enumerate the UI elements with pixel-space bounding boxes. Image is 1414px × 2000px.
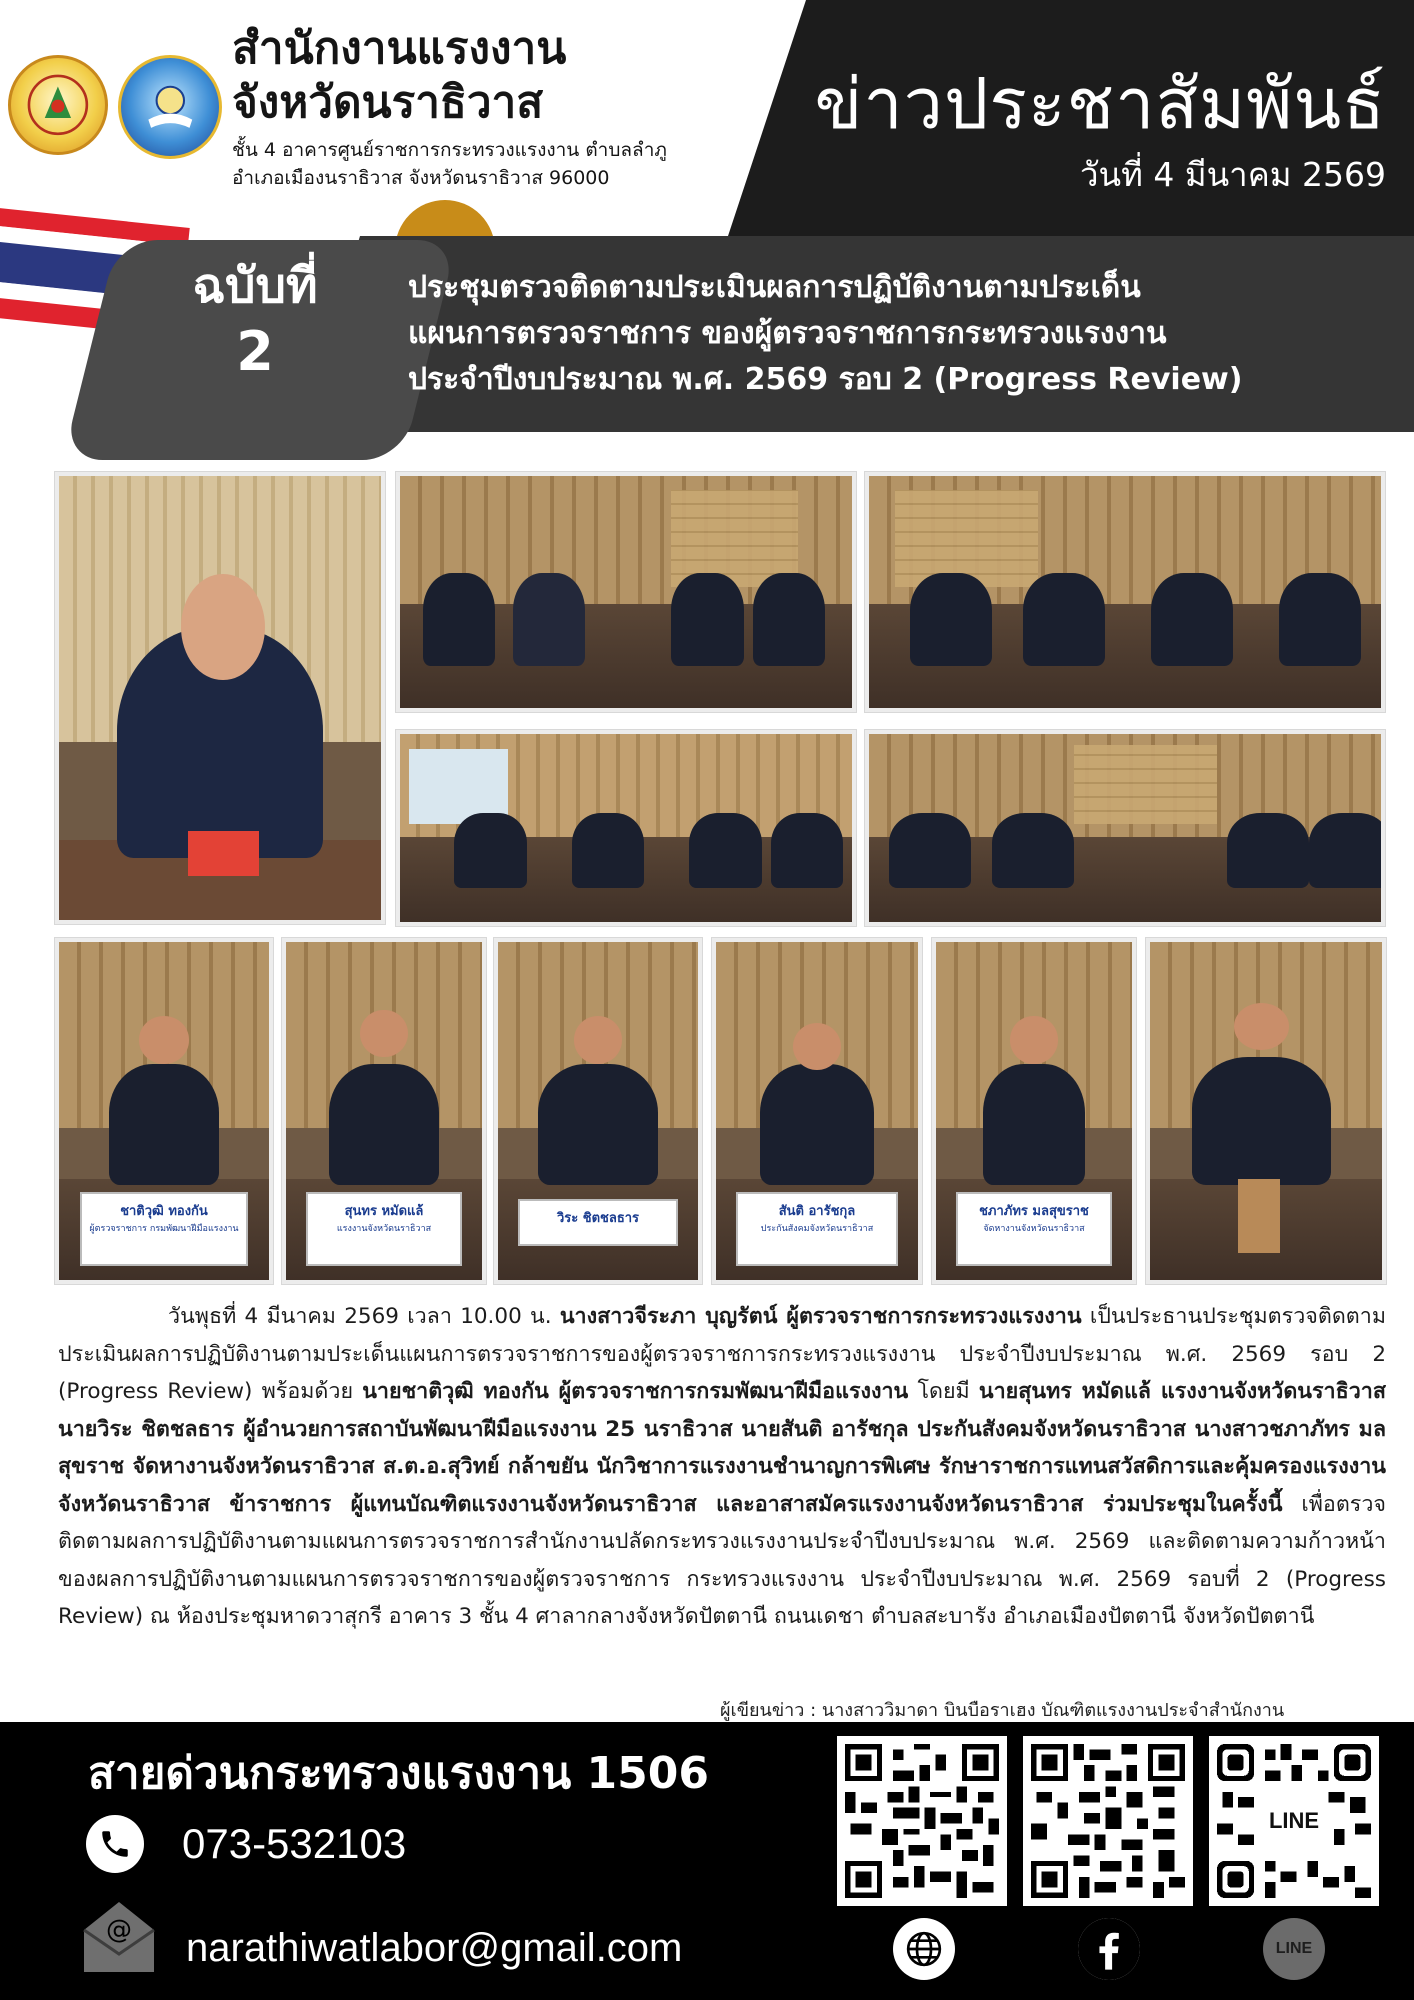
qr-code-line[interactable] [1209, 1736, 1379, 1906]
body-text-2: เป็นประธานประชุมตรวจติดตามประเมินผลการปฏิบัติงานตามประเด็นแผนการตรวจราชการของผู้ตรวจราชการกระทรวงแรงงาน ประจำปีงบประมาณ พ.ศ. 2569 รอบ 2 (Progress Review) พร้อมด้วย [58, 1304, 1386, 1404]
nameplate [306, 1192, 463, 1266]
photo-portrait-1 [55, 938, 273, 1284]
office-name-line1: สำนักงานแรงงาน [232, 23, 567, 74]
line-icon-label: LINE [1275, 1940, 1313, 1957]
photo-portrait-2 [282, 938, 486, 1284]
nameplate-title: ประกันสังคมจังหวัดนราธิวาส [760, 1224, 874, 1235]
photo-meeting-2 [865, 472, 1385, 712]
photo-portrait-5 [932, 938, 1136, 1284]
nameplate-title: แรงงานจังหวัดนราธิวาส [336, 1224, 432, 1235]
body-text-3: โดยมี [908, 1379, 979, 1404]
mail-icon [80, 1896, 158, 1976]
office-address [232, 136, 667, 192]
body-bold-3: นายสุนทร หมัดแล้ แรงงานจังหวัดนราธิวาส นายวิระ ชิตชลธาร ผู้อำนวยการสถาบันพัฒนาฝีมือแรงงาน 25 นราธิวาส นายสันติ อารัชกุล ประกันสังคมจังหวัดนราธิวาส นางสาวชภาภัทร มลสุขราช จัดหางานจังหวัดนราธิวาส ส.ต.อ.สุวิทย์ กล้าขยัน นักวิชาการแรงงานชำนาญการพิเศษ รักษาราชการแทนสวัสดิการและคุ้มครองแรงงานจังหวัดนราธิวาส ข้าราชการ ผู้แทนบัณฑิตแรงงานจังหวัดนราธิวาส และอาสาสมัครแรงงานจังหวัดนราธิวาส ร่วมประชุมในครั้งนี้ [58, 1379, 1386, 1517]
photo-meeting-1 [396, 472, 856, 712]
address-line2: อำเภอเมืองนราธิวาส จังหวัดนราธิวาส 96000 [232, 167, 610, 189]
body-text-1: วันพุธที่ 4 มีนาคม 2569 เวลา 10.00 น. [168, 1304, 560, 1329]
photo-meeting-4 [865, 730, 1385, 926]
nameplate [736, 1192, 898, 1266]
issue-label: ฉบับที่ [192, 258, 318, 314]
nameplate-name: ชาติวุฒิ ทองกัน [120, 1204, 208, 1220]
news-writer-credit: ผู้เขียนข่าว : นางสาววิมาดา บินบือราเฮง บัณฑิตแรงงานประจำสำนักงาน [720, 1700, 1285, 1721]
press-release-title: ข่าวประชาสัมพันธ์ [814, 63, 1386, 145]
address-line1: ชั้น 4 อาคารศูนย์ราชการกระทรวงแรงงาน ตำบลลำภู [232, 139, 667, 161]
headline [408, 265, 1408, 403]
issue-number: 2 [236, 320, 274, 383]
body-text-4: เพื่อตรวจติดตามผลการปฏิบัติงานตามแผนการตรวจราชการสำนักงานปลัดกระทรวงแรงงานประจำปีงบประมาณ พ.ศ. 2569 และติดตามความก้าวหน้าของผลการปฏิบัติงานตามแผนการตรวจราชการของผู้ตรวจราชการ กระทรวงแรงงาน ประจำปีงบประมาณ พ.ศ. 2569 รอบที่ 2 (Progress Review) ณ ห้องประชุมหาดวาสุกรี อาคาร 3 ชั้น 4 ศาลากลางจังหวัดปัตตานี ถนนเดชา ตำบลสะบารัง อำเภอเมืองปัตตานี จังหวัดปัตตานี [58, 1491, 1387, 1629]
nameplate [956, 1192, 1113, 1266]
nameplate [518, 1199, 678, 1246]
photo-portrait-4 [712, 938, 922, 1284]
nameplate-title: ผู้ตรวจราชการ กรมพัฒนาฝีมือแรงงาน [89, 1224, 239, 1235]
nameplate-title: จัดหางานจังหวัดนราธิวาส [983, 1224, 1085, 1235]
globe-icon[interactable] [893, 1918, 955, 1980]
office-name-line2: จังหวัดนราธิวาส [232, 77, 544, 128]
qr-code-website[interactable] [837, 1736, 1007, 1906]
headline-line3: ประจำปีงบประมาณ พ.ศ. 2569 รอบ 2 (Progress Review) [408, 362, 1243, 397]
phone-number[interactable]: 073-532103 [182, 1820, 407, 1867]
headline-line2: แผนการตรวจราชการ ของผู้ตรวจราชการกระทรวงแรงงาน [408, 316, 1167, 351]
hotline-text: สายด่วนกระทรวงแรงงาน 1506 [88, 1748, 709, 1799]
headline-line1: ประชุมตรวจติดตามประเมินผลการปฏิบัติงานตามประเด็น [408, 270, 1141, 305]
nameplate [80, 1192, 248, 1266]
phone-icon [86, 1815, 144, 1873]
press-release-date: วันที่ 4 มีนาคม 2569 [1080, 155, 1386, 194]
article-body [58, 1298, 1386, 1636]
ministry-of-labour-logo [8, 55, 108, 155]
photo-portrait-6 [1146, 938, 1386, 1284]
nameplate-name: ชภาภัทร มลสุขราช [979, 1204, 1089, 1220]
body-bold-2: นายชาติวุฒิ ทองกัน ผู้ตรวจราชการกรมพัฒนาฝีมือแรงงาน [362, 1379, 909, 1404]
qr-line-label: LINE [1263, 1806, 1325, 1836]
narathiwat-province-seal [118, 55, 222, 159]
body-bold-1: นางสาวจีระภา บุญรัตน์ ผู้ตรวจราชการกระทรวงแรงงาน [559, 1304, 1082, 1329]
photo-chairperson [55, 472, 385, 924]
nameplate-name: สันติ อารัชกุล [778, 1204, 856, 1220]
office-name [232, 22, 566, 130]
photo-portrait-3 [494, 938, 702, 1284]
qr-code-facebook[interactable] [1023, 1736, 1193, 1906]
svg-text:@: @ [106, 1915, 132, 1945]
facebook-icon[interactable] [1078, 1918, 1140, 1980]
email-address[interactable]: narathiwatlabor@gmail.com [186, 1926, 683, 1970]
line-icon[interactable] [1263, 1918, 1325, 1980]
photo-meeting-3 [396, 730, 856, 926]
nameplate-name: สุนทร หมัดแล้ [344, 1204, 424, 1220]
nameplate-name: วิระ ชิตชลธาร [556, 1210, 640, 1226]
